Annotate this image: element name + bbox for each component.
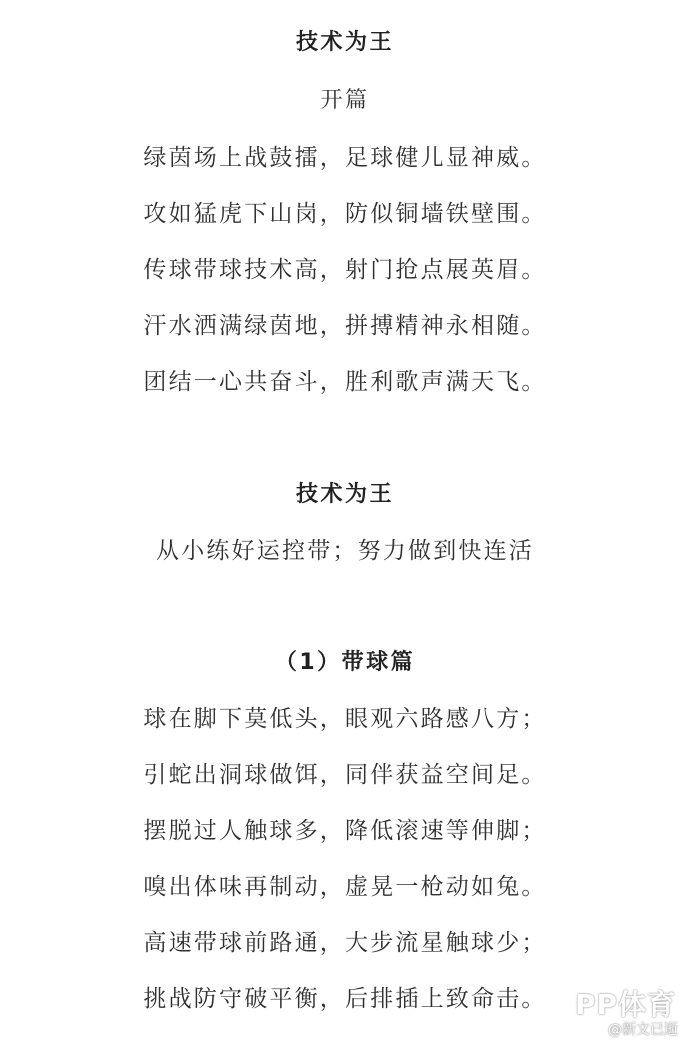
poem-line: 引蛇出洞球做饵，同伴获益空间足。	[143, 762, 547, 788]
poem-line: 高速带球前路通，大步流星触球少；	[143, 930, 547, 956]
poem-line: 嗅出体味再制动，虚晃一枪动如兔。	[143, 874, 547, 900]
section1-subtitle: 开篇	[320, 88, 370, 113]
poem-line: 团结一心共奋斗，胜利歌声满天飞。	[143, 369, 547, 395]
poem-line: 汗水洒满绿茵地，拼搏精神永相随。	[143, 313, 547, 339]
watermark-logo: PP体育	[574, 988, 676, 1021]
poem-line: 摆脱过人触球多，降低滚速等伸脚；	[143, 818, 547, 844]
watermark	[552, 983, 682, 1039]
poem-line: 挑战防守破平衡，后排插上致命击。	[143, 986, 547, 1012]
section1-title: 技术为王	[295, 30, 394, 55]
poem-line: 球在脚下莫低头，眼观六路感八方；	[143, 706, 547, 732]
poem-line: 绿茵场上战鼓擂，足球健儿显神威。	[143, 145, 547, 171]
poem-line: 传球带球技术高，射门抢点展英眉。	[143, 257, 547, 283]
section3-title: （1）带球篇	[274, 650, 416, 675]
poem-line: 从小练好运控带；努力做到快连活	[156, 538, 534, 564]
section2-title: 技术为王	[295, 482, 394, 507]
poem-line: 攻如猛虎下山岗，防似铜墙铁壁围。	[143, 201, 547, 227]
watermark-handle: @新文已逝	[608, 1022, 678, 1038]
